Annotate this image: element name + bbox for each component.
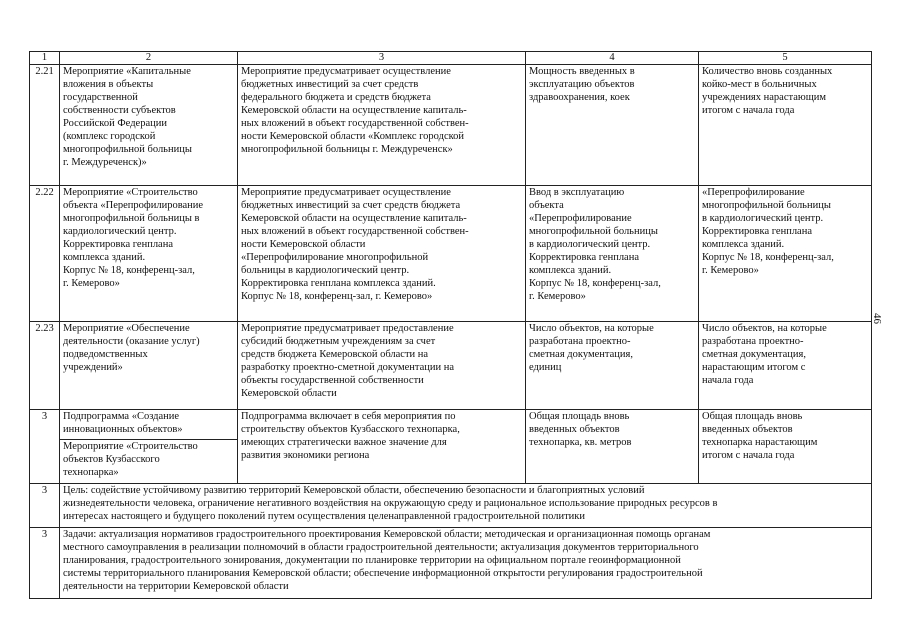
indicator-method: «Перепрофилирование многопрофильной больницы в кардиологический центр. Корректировка генплана комплекса зданий. Корпус № 18, конференц-зал, г. Кемерово» [699, 186, 872, 322]
table-row [30, 322, 872, 410]
table-row [30, 186, 872, 322]
header-cell-5: 5 [699, 52, 872, 65]
tasks-text: Задачи: актуализация нормативов градостроительного проектирования Кемеровской области; методическая и организационная помощь органам местного самоуправления в реализации полномочий в области градостроительной деятельности; актуализация документов территориального планирования, градостроительного зонирования, документации по планировке территории на официальном портале геоинформационной системы территориального планирования Кемеровской области; обеспечение информационной открытости регулирования градостроительной деятельности на территории Кемеровской области [60, 528, 872, 599]
subprogram-description: Подпрограмма включает в себя мероприятия по строительству объектов Кузбасского технопарка, имеющих стратегически важное значение для развития экономики региона [238, 410, 526, 484]
header-row [30, 52, 872, 65]
activity-name: Мероприятие «Капитальные вложения в объекты государственной собственности субъектов Российской Федерации (комплекс городской многопрофильной больницы г. Междуреченск)» [60, 65, 238, 186]
activity-description: Мероприятие предусматривает осуществление бюджетных инвестиций за счет средств федерального бюджета и средств бюджета Кемеровской области на осуществление капиталь- ных вложений в объект государственной собствен- ности Кемеровской области «Комплекс городской многопрофильной больницы г. Междуреченск» [238, 65, 526, 186]
indicator-method: Общая площадь вновь введенных объектов технопарка нарастающим итогом с начала года [699, 410, 872, 484]
page-number: 46 [871, 313, 883, 324]
row-number: 2.22 [30, 186, 60, 322]
program-table [29, 51, 872, 599]
activity-name: Мероприятие «Строительство объекта «Перепрофилирование многопрофильной больницы в кардиологический центр. Корректировка генплана комплекса зданий. Корпус № 18, конференц-зал, г. Кемерово» [60, 186, 238, 322]
row-number: 2.23 [30, 322, 60, 410]
row-number: 3 [30, 410, 60, 484]
indicator-name: Общая площадь вновь введенных объектов технопарка, кв. метров [526, 410, 699, 484]
indicator-name: Мощность введенных в эксплуатацию объектов здравоохранения, коек [526, 65, 699, 186]
indicator-method: Количество вновь созданных койко-мест в больничных учреждениях нарастающим итогом с начала года [699, 65, 872, 186]
row-number: 3 [30, 528, 60, 599]
indicator-name: Число объектов, на которые разработана проектно- сметная документация, единиц [526, 322, 699, 410]
table-row [30, 65, 872, 186]
activity-name: Мероприятие «Обеспечение деятельности (оказание услуг) подведомственных учреждений» [60, 322, 238, 410]
header-cell-4: 4 [526, 52, 699, 65]
header-cell-2: 2 [60, 52, 238, 65]
tasks-row [30, 528, 872, 599]
activity-description: Мероприятие предусматривает осуществление бюджетных инвестиций за счет средств бюджета Кемеровской области на осуществление капиталь- ных вложений в объект государственной собствен- ности Кемеровской области «Перепрофилирование многопрофильной больницы в кардиологический центр. Корректировка генплана комплекса зданий. Корпус № 18, конференц-зал, г. Кемерово» [238, 186, 526, 322]
goal-row [30, 484, 872, 528]
subprogram-row [30, 410, 872, 440]
header-cell-3: 3 [238, 52, 526, 65]
subprogram-name: Подпрограмма «Создание инновационных объектов» [60, 410, 238, 440]
row-number: 2.21 [30, 65, 60, 186]
row-number: 3 [30, 484, 60, 528]
activity-name: Мероприятие «Строительство объектов Кузбасского технопарка» [60, 440, 238, 484]
activity-description: Мероприятие предусматривает предоставление субсидий бюджетным учреждениям за счет средств бюджета Кемеровской области на разработку проектно-сметной документации на объекты государственной собственности Кемеровской области [238, 322, 526, 410]
indicator-name: Ввод в эксплуатацию объекта «Перепрофилирование многопрофильной больницы в кардиологический центр. Корректировка генплана комплекса зданий. Корпус № 18, конференц-зал, г. Кемерово» [526, 186, 699, 322]
goal-text: Цель: содействие устойчивому развитию территорий Кемеровской области, обеспечению безопасности и благоприятных условий жизнедеятельности человека, ограничение негативного воздействия на окружающую среду и рациональное использование природных ресурсов в интересах настоящего и будущего поколений путем осуществления целенаправленной градостроительной политики [60, 484, 872, 528]
header-cell-1: 1 [30, 52, 60, 65]
indicator-method: Число объектов, на которые разработана проектно- сметная документация, нарастающим итогом с начала года [699, 322, 872, 410]
